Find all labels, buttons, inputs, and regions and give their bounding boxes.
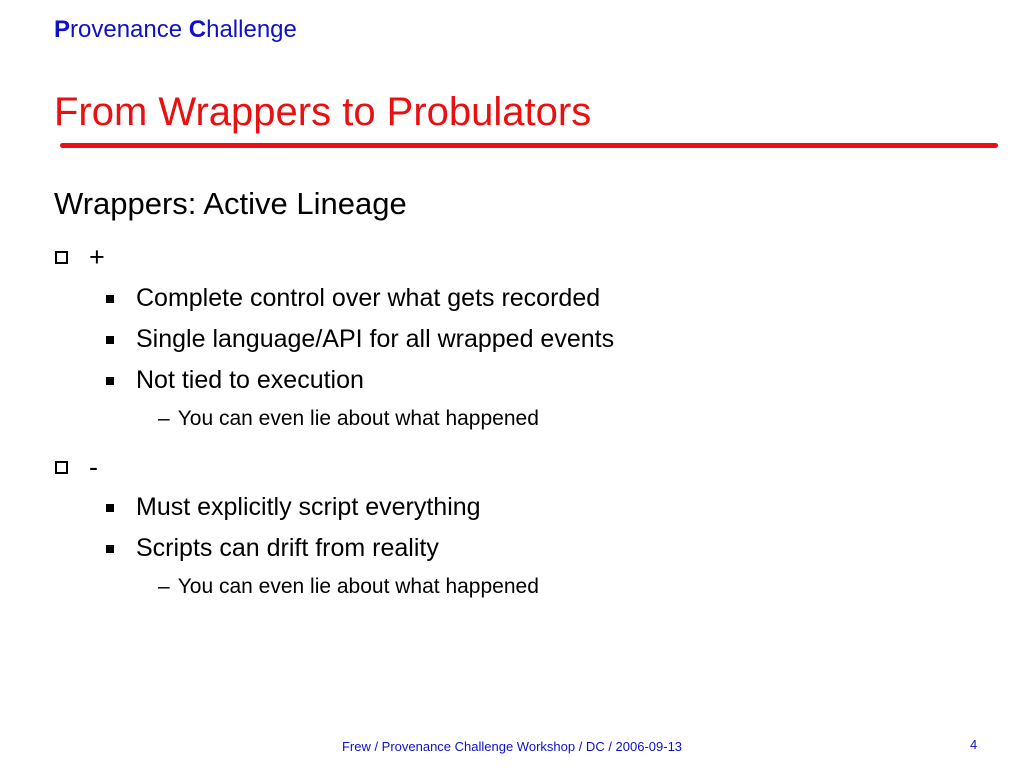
- slide-title: From Wrappers to Probulators: [54, 90, 592, 134]
- list-item-text: Complete control over what gets recorded: [136, 284, 601, 312]
- section-plus-label: +: [89, 242, 105, 272]
- list-item: [106, 325, 614, 354]
- square-bullet-icon: [106, 377, 114, 385]
- header-logo-text: [54, 16, 297, 44]
- list-item-text: Scripts can drift from reality: [136, 534, 439, 562]
- bullet-section-plus: [55, 242, 105, 273]
- list-item: [106, 366, 364, 395]
- hollow-square-bullet-icon: [55, 461, 68, 474]
- list-item: [106, 493, 481, 522]
- list-item-text: Not tied to execution: [136, 366, 364, 394]
- square-bullet-icon: [106, 336, 114, 344]
- sub-list-item-text: You can even lie about what happened: [177, 575, 539, 598]
- hollow-square-bullet-icon: [55, 251, 68, 264]
- footer-text: Frew / Provenance Challenge Workshop / DC / 2006-09-13: [341, 739, 683, 754]
- list-item: [106, 284, 600, 313]
- sub-list-item-text: You can even lie about what happened: [177, 407, 539, 430]
- list-item: [106, 534, 439, 563]
- slide-subtitle: Wrappers: Active Lineage: [54, 186, 407, 221]
- bullet-section-minus: [55, 452, 98, 483]
- title-underline-rule: [60, 143, 998, 148]
- sub-list-item: [158, 575, 539, 599]
- header-word-rest-1: rovenance: [70, 16, 183, 43]
- header-word-rest-2: hallenge: [206, 16, 297, 43]
- header-initial-c: C: [188, 16, 207, 43]
- list-item-text: Must explicitly script everything: [136, 493, 481, 521]
- square-bullet-icon: [106, 504, 114, 512]
- square-bullet-icon: [106, 545, 114, 553]
- dash-bullet: –: [158, 575, 170, 598]
- sub-list-item: [158, 407, 539, 431]
- square-bullet-icon: [106, 295, 114, 303]
- dash-bullet: –: [158, 407, 170, 430]
- page-number: 4: [970, 737, 978, 752]
- list-item-text: Single language/API for all wrapped events: [136, 325, 615, 353]
- header-initial-p: P: [54, 16, 71, 43]
- section-minus-label: -: [89, 452, 98, 482]
